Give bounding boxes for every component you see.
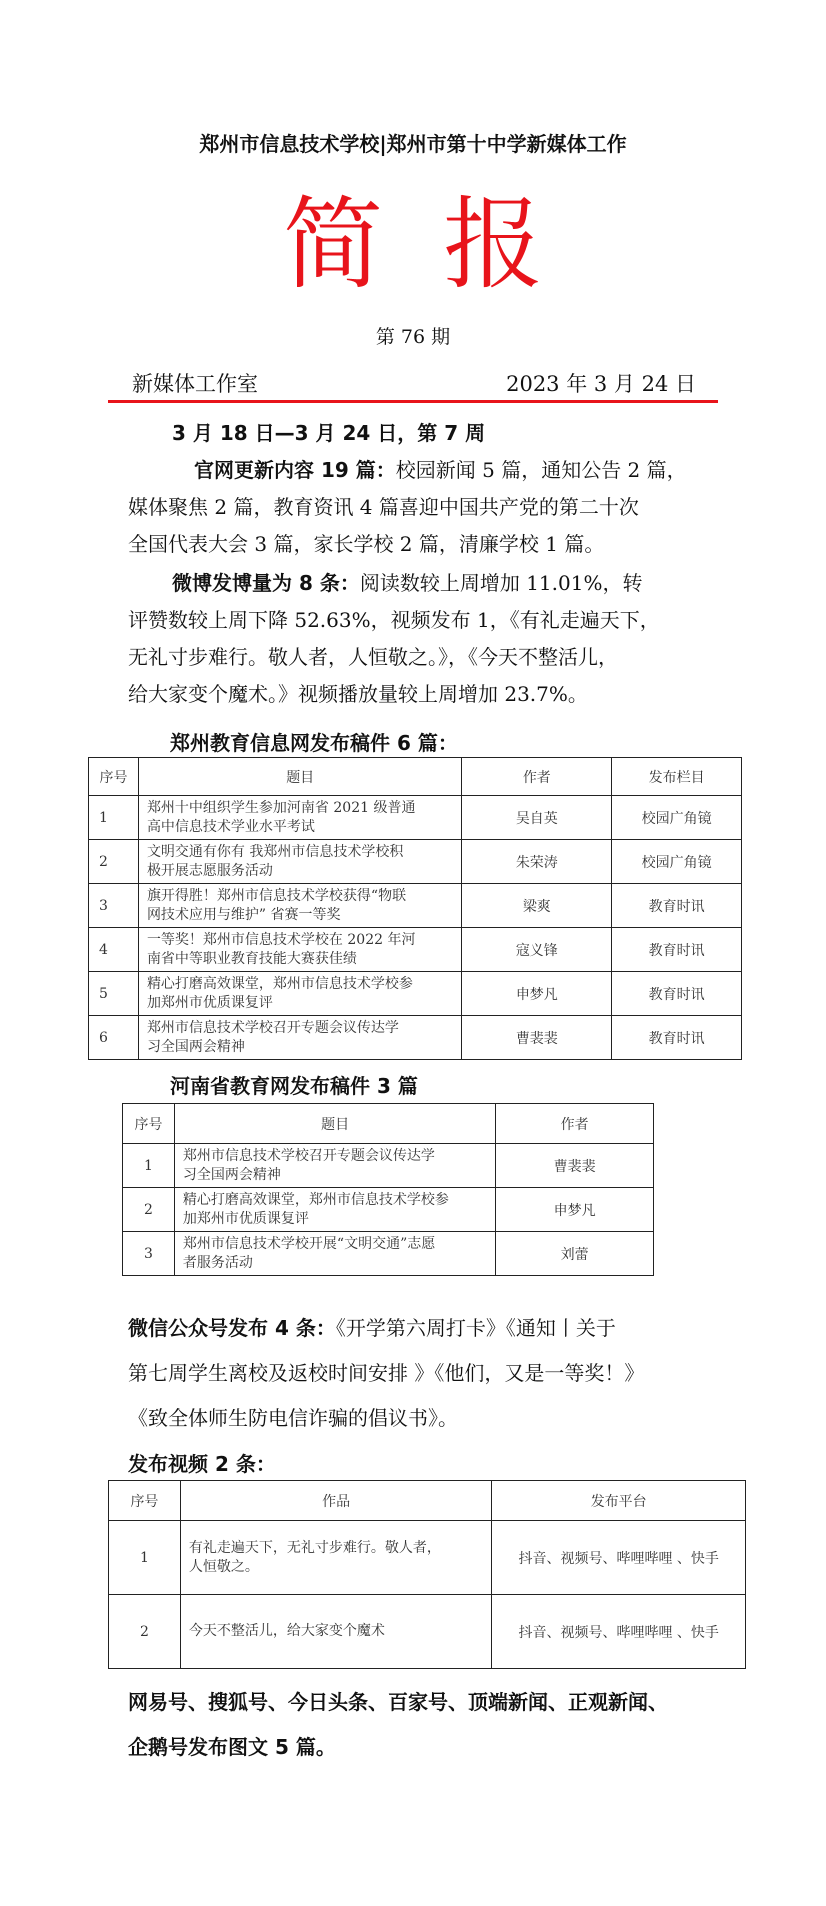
row-number: 4 [89,928,139,972]
article-title [174,1188,495,1232]
table-header-cell: 发布栏目 [612,758,742,796]
table-row [123,1232,654,1276]
week-range: 3 月 18 日—3 月 24 日，第 7 周 [172,421,486,445]
row-number: 2 [89,840,139,884]
article-title [138,840,462,884]
article-title-line: 郑州十中组织学生参加河南省 2021 级普通 [146,799,416,816]
weibo-line: 阅读数较上周增加 11.01%，转 [359,571,643,595]
office-name: 新媒体工作室 [132,372,258,396]
author: 申梦凡 [496,1188,654,1232]
table-header-cell: 作品 [180,1481,492,1521]
website-update-label: 官网更新内容 19 篇： [194,458,396,482]
table-header-cell: 题目 [138,758,462,796]
article-title-line: 习全国两会精神 [182,1166,281,1183]
table-header-cell: 发布平台 [492,1481,746,1521]
article-title-line: 郑州市信息技术学校开展“文明交通”志愿 [182,1235,436,1252]
other-platforms-paragraph [128,1680,668,1770]
article-title-line: 郑州市信息技术学校召开专题会议传达学 [146,1019,399,1036]
article-title-line: 精心打磨高效课堂，郑州市信息技术学校参 [182,1191,449,1208]
author: 刘蕾 [496,1232,654,1276]
video-work-line: 人恒敬之。 [188,1558,259,1575]
table-row [89,972,742,1016]
article-title [138,796,462,840]
zz-table-title: 郑州教育信息网发布稿件 6 篇： [170,731,458,755]
article-title-line: 者服务活动 [182,1254,253,1271]
weibo-label: 微博发博量为 8 条： [172,571,360,595]
publish-date: 2023 年 3 月 24 日 [506,372,696,396]
row-number: 2 [123,1188,175,1232]
wechat-label: 微信公众号发布 4 条： [128,1316,336,1340]
weibo-line: 给大家变个魔术。》视频播放量较上周增加 23.7%。 [128,682,588,706]
other-platforms-line: 网易号、搜狐号、今日头条、百家号、顶端新闻、正观新闻、 [128,1690,668,1714]
row-number: 2 [109,1595,181,1669]
table-row [89,884,742,928]
article-title-line: 加郑州市优质课复评 [182,1210,309,1227]
article-title [174,1144,495,1188]
table-row [89,928,742,972]
table-row [109,1521,746,1595]
red-divider [108,400,718,403]
wechat-line: 《致全体师生防电信诈骗的倡议书》。 [128,1406,458,1430]
article-title-line: 高中信息技术学业水平考试 [146,818,315,835]
article-title [174,1232,495,1276]
table-header-cell: 题目 [174,1104,495,1144]
row-number: 3 [123,1232,175,1276]
wechat-line: 《开学第六周打卡》《通知丨关于 [335,1316,616,1340]
article-title-line: 一等奖！郑州市信息技术学校在 2022 年河 [146,931,416,948]
column: 校园广角镜 [612,796,742,840]
hn-articles-table [122,1103,654,1276]
table-header-cell: 作者 [496,1104,654,1144]
website-update-line: 全国代表大会 3 篇，家长学校 2 篇，清廉学校 1 篇。 [128,532,605,556]
video-work [180,1521,492,1595]
table-row [89,840,742,884]
bulletin-title: 简报 [283,186,603,303]
row-number: 1 [123,1144,175,1188]
hn-table-title: 河南省教育网发布稿件 3 篇 [170,1074,418,1098]
website-update-line: 媒体聚焦 2 篇，教育资讯 4 篇喜迎中国共产党的第二十次 [128,495,639,519]
row-number: 5 [89,972,139,1016]
video-work-line: 有礼走遍天下，无礼寸步难行。敬人者， [188,1539,441,1556]
author: 申梦凡 [462,972,612,1016]
article-title-line: 极开展志愿服务活动 [146,862,273,879]
weibo-line: 评赞数较上周下降 52.63%，视频发布 1，《有礼走遍天下， [128,608,660,632]
author: 曹裴裴 [462,1016,612,1060]
platform: 抖音、视频号、哔哩哔哩 、快手 [492,1521,746,1595]
article-title-line: 文明交通有你有 我郑州市信息技术学校积 [146,843,404,860]
table-header-cell: 序号 [89,758,139,796]
article-title [138,928,462,972]
platform: 抖音、视频号、哔哩哔哩 、快手 [492,1595,746,1669]
video-table-title: 发布视频 2 条： [128,1452,276,1476]
author: 曹裴裴 [496,1144,654,1188]
column: 教育时讯 [612,884,742,928]
table-header-cell: 作者 [462,758,612,796]
table-header-cell: 序号 [109,1481,181,1521]
article-title-line: 网技术应用与维护” 省赛一等奖 [146,906,341,923]
zz-articles-table [88,757,742,1060]
article-title-line: 郑州市信息技术学校召开专题会议传达学 [182,1147,435,1164]
article-title-line: 旗开得胜！郑州市信息技术学校获得“物联 [146,887,407,904]
table-row [89,1016,742,1060]
table-row [89,796,742,840]
row-number: 3 [89,884,139,928]
other-platforms-line: 企鹅号发布图文 5 篇。 [128,1735,336,1759]
table-header-cell: 序号 [123,1104,175,1144]
header-organization: 郑州市信息技术学校|郑州市第十中学新媒体工作 [199,132,627,156]
author: 朱荣涛 [462,840,612,884]
author: 寇义锋 [462,928,612,972]
article-title [138,972,462,1016]
article-title-line: 加郑州市优质课复评 [146,994,273,1011]
table-row [123,1144,654,1188]
row-number: 6 [89,1016,139,1060]
row-number: 1 [89,796,139,840]
article-title-line: 南省中等职业教育技能大赛获佳绩 [146,950,357,967]
column: 校园广角镜 [612,840,742,884]
website-update-line: 校园新闻 5 篇，通知公告 2 篇， [395,458,687,482]
row-number: 1 [109,1521,181,1595]
video-table [108,1480,746,1669]
issue-number: 第 76 期 [375,326,451,348]
weibo-line: 无礼寸步难行。敬人者，人恒敬之。》，《今天不整活儿， [128,645,618,669]
column: 教育时讯 [612,972,742,1016]
wechat-paragraph [128,1306,748,1441]
author: 吴自英 [462,796,612,840]
wechat-line: 第七周学生离校及返校时间安排 》《他们，又是一等奖！》 [128,1361,645,1385]
weibo-paragraph [128,565,728,713]
article-title-line: 习全国两会精神 [146,1038,245,1055]
table-row [109,1595,746,1669]
article-title [138,1016,462,1060]
video-work-line: 今天不整活儿，给大家变个魔术 [188,1623,385,1639]
column: 教育时讯 [612,928,742,972]
table-row [123,1188,654,1232]
website-update-paragraph [128,452,728,563]
author: 梁爽 [462,884,612,928]
column: 教育时讯 [612,1016,742,1060]
video-work [180,1595,492,1669]
article-title-line: 精心打磨高效课堂，郑州市信息技术学校参 [146,975,413,992]
article-title [138,884,462,928]
